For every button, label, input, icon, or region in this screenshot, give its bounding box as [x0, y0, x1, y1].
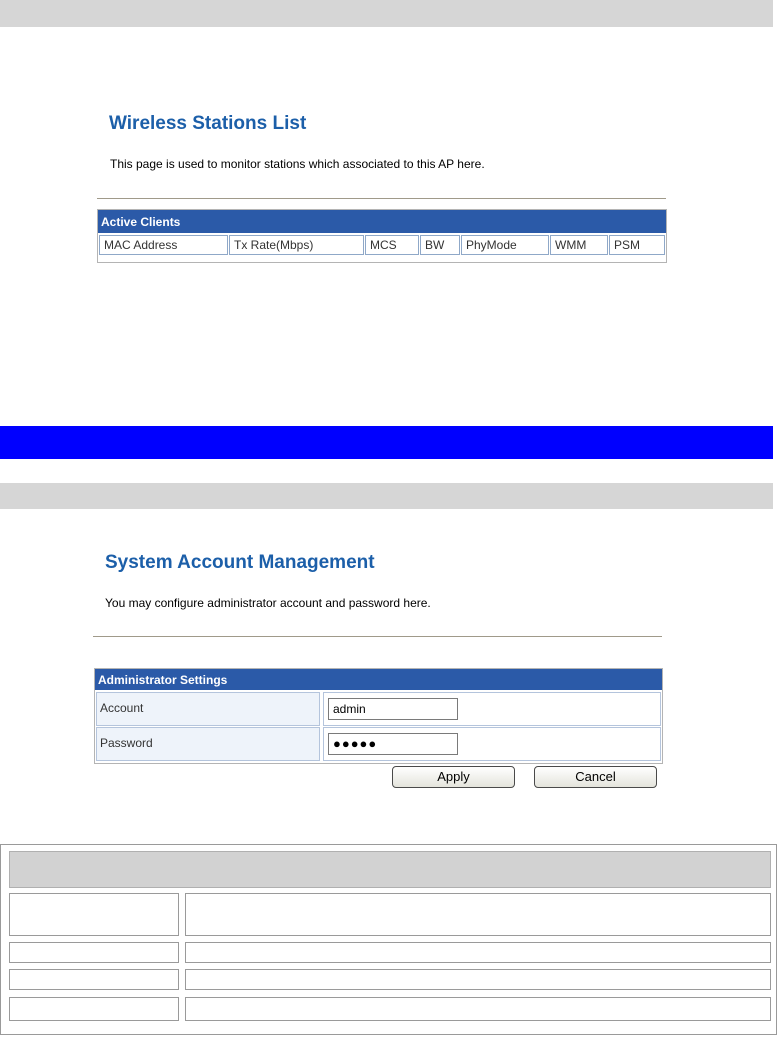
page-title-wireless: Wireless Stations List	[109, 113, 307, 134]
field-table-cell-desc	[185, 969, 771, 990]
divider-wireless	[97, 198, 666, 199]
table-header-row	[98, 234, 666, 256]
field-table-cell-name	[9, 997, 179, 1021]
divider-account	[93, 636, 662, 637]
apply-button[interactable]: Apply	[392, 766, 515, 788]
field-table-header	[9, 851, 771, 888]
column-bw: BW	[420, 235, 460, 255]
password-value-cell	[323, 727, 661, 761]
field-table-cell-name	[9, 942, 179, 963]
active-clients-header: Active Clients	[98, 210, 666, 234]
column-mcs: MCS	[365, 235, 419, 255]
page-title-account: System Account Management	[105, 552, 375, 573]
active-clients-table	[97, 209, 667, 263]
account-label: Account	[96, 692, 320, 726]
field-table-cell-name	[9, 893, 179, 936]
cancel-button[interactable]: Cancel	[534, 766, 657, 788]
password-row	[95, 726, 662, 761]
administrator-settings-table	[94, 668, 663, 764]
column-phymode: PhyMode	[461, 235, 549, 255]
section-header-bar-middle	[0, 483, 773, 509]
field-table-cell-desc	[185, 942, 771, 963]
page-description-wireless: This page is used to monitor stations which associated to this AP here.	[110, 157, 485, 171]
column-tx-rate: Tx Rate(Mbps)	[229, 235, 364, 255]
page-description-account: You may configure administrator account and password here.	[105, 596, 431, 610]
separator-band	[0, 426, 773, 459]
section-header-bar-top	[0, 0, 773, 27]
administrator-settings-header: Administrator Settings	[95, 669, 662, 691]
account-input[interactable]: admin	[328, 698, 458, 720]
field-description-table	[0, 844, 777, 1035]
password-label: Password	[96, 727, 320, 761]
account-value-cell	[323, 692, 661, 726]
field-table-cell-name	[9, 969, 179, 990]
column-mac-address: MAC Address	[99, 235, 228, 255]
field-table-cell-desc	[185, 997, 771, 1021]
field-table-cell-desc	[185, 893, 771, 936]
column-wmm: WMM	[550, 235, 608, 255]
column-psm: PSM	[609, 235, 665, 255]
password-input[interactable]: ●●●●●	[328, 733, 458, 755]
account-row	[95, 691, 662, 726]
